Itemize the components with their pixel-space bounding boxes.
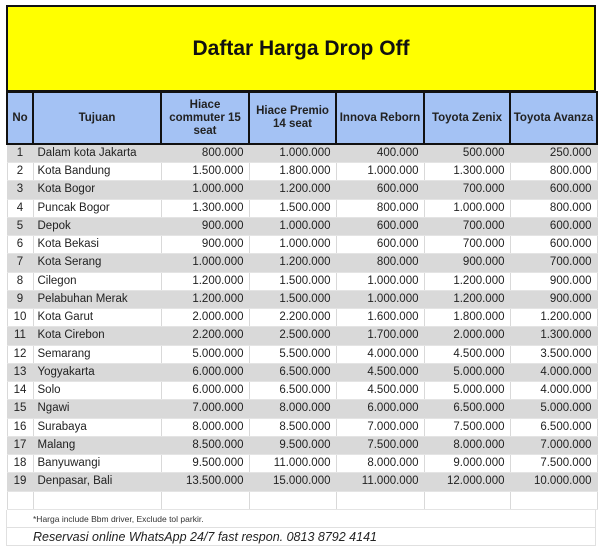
cell-zenix: 6.500.000 [424, 400, 510, 418]
blank-row [7, 491, 597, 509]
table-row [7, 473, 597, 491]
blank-cell [7, 491, 33, 509]
cell-innova: 4.500.000 [336, 363, 424, 381]
cell-tujuan: Dalam kota Jakarta [33, 144, 161, 163]
table-row [7, 163, 597, 181]
cell-no: 1 [7, 144, 33, 163]
cell-zenix: 9.000.000 [424, 455, 510, 473]
cell-zenix: 900.000 [424, 254, 510, 272]
cell-innova: 600.000 [336, 236, 424, 254]
cell-hiace-premio: 8.000.000 [249, 400, 336, 418]
cell-hiace-commuter: 1.200.000 [161, 290, 249, 308]
cell-hiace-commuter: 8.500.000 [161, 436, 249, 454]
table-row [7, 290, 597, 308]
cell-no: 15 [7, 400, 33, 418]
cell-hiace-premio: 6.500.000 [249, 382, 336, 400]
cell-tujuan: Kota Cirebon [33, 327, 161, 345]
price-table [6, 91, 598, 510]
cell-hiace-commuter: 7.000.000 [161, 400, 249, 418]
cell-hiace-premio: 2.500.000 [249, 327, 336, 345]
header-hiace-premio: Hiace Premio 14 seat [249, 92, 336, 144]
cell-tujuan: Ngawi [33, 400, 161, 418]
header-innova-reborn: Innova Reborn [336, 92, 424, 144]
cell-hiace-premio: 1.500.000 [249, 290, 336, 308]
table-body [7, 144, 597, 509]
cell-avanza: 900.000 [510, 272, 597, 290]
cell-innova: 7.500.000 [336, 436, 424, 454]
cell-innova: 7.000.000 [336, 418, 424, 436]
cell-avanza: 1.200.000 [510, 309, 597, 327]
blank-cell [510, 491, 597, 509]
header-tujuan: Tujuan [33, 92, 161, 144]
cell-avanza: 4.000.000 [510, 382, 597, 400]
cell-tujuan: Kota Bogor [33, 181, 161, 199]
cell-tujuan: Denpasar, Bali [33, 473, 161, 491]
header-row [7, 92, 597, 144]
cell-hiace-commuter: 1.000.000 [161, 254, 249, 272]
cell-tujuan: Solo [33, 382, 161, 400]
header-hiace-commuter: Hiace commuter 15 seat [161, 92, 249, 144]
cell-avanza: 900.000 [510, 290, 597, 308]
table-row [7, 327, 597, 345]
cell-innova: 6.000.000 [336, 400, 424, 418]
cell-hiace-commuter: 1.500.000 [161, 163, 249, 181]
cell-innova: 11.000.000 [336, 473, 424, 491]
cell-avanza: 600.000 [510, 181, 597, 199]
cell-innova: 1.000.000 [336, 163, 424, 181]
cell-zenix: 8.000.000 [424, 436, 510, 454]
blank-cell [424, 491, 510, 509]
cell-tujuan: Yogyakarta [33, 363, 161, 381]
cell-no: 6 [7, 236, 33, 254]
reservation-info: Reservasi online WhatsApp 24/7 fast respon. 0813 8792 4141 [6, 528, 596, 546]
cell-hiace-commuter: 800.000 [161, 144, 249, 163]
cell-zenix: 700.000 [424, 236, 510, 254]
cell-zenix: 1.200.000 [424, 272, 510, 290]
cell-no: 10 [7, 309, 33, 327]
cell-no: 18 [7, 455, 33, 473]
cell-hiace-premio: 11.000.000 [249, 455, 336, 473]
table-row [7, 181, 597, 199]
table-row [7, 382, 597, 400]
cell-tujuan: Surabaya [33, 418, 161, 436]
cell-hiace-premio: 1.000.000 [249, 144, 336, 163]
cell-avanza: 6.500.000 [510, 418, 597, 436]
cell-zenix: 2.000.000 [424, 327, 510, 345]
cell-hiace-premio: 6.500.000 [249, 363, 336, 381]
cell-tujuan: Cilegon [33, 272, 161, 290]
cell-hiace-premio: 1.800.000 [249, 163, 336, 181]
cell-hiace-premio: 15.000.000 [249, 473, 336, 491]
cell-hiace-premio: 9.500.000 [249, 436, 336, 454]
cell-avanza: 600.000 [510, 217, 597, 235]
cell-zenix: 4.500.000 [424, 345, 510, 363]
cell-avanza: 5.000.000 [510, 400, 597, 418]
table-row [7, 363, 597, 381]
cell-no: 7 [7, 254, 33, 272]
cell-innova: 400.000 [336, 144, 424, 163]
cell-zenix: 1.000.000 [424, 199, 510, 217]
cell-avanza: 250.000 [510, 144, 597, 163]
cell-hiace-commuter: 13.500.000 [161, 473, 249, 491]
cell-no: 9 [7, 290, 33, 308]
table-row [7, 345, 597, 363]
cell-tujuan: Pelabuhan Merak [33, 290, 161, 308]
cell-zenix: 700.000 [424, 181, 510, 199]
table-row [7, 199, 597, 217]
cell-innova: 600.000 [336, 181, 424, 199]
cell-hiace-commuter: 5.000.000 [161, 345, 249, 363]
cell-innova: 800.000 [336, 254, 424, 272]
cell-tujuan: Semarang [33, 345, 161, 363]
blank-cell [249, 491, 336, 509]
cell-hiace-commuter: 900.000 [161, 236, 249, 254]
cell-no: 14 [7, 382, 33, 400]
cell-zenix: 5.000.000 [424, 363, 510, 381]
cell-avanza: 1.300.000 [510, 327, 597, 345]
cell-zenix: 700.000 [424, 217, 510, 235]
table-row [7, 400, 597, 418]
cell-hiace-premio: 1.000.000 [249, 236, 336, 254]
cell-hiace-commuter: 8.000.000 [161, 418, 249, 436]
cell-no: 19 [7, 473, 33, 491]
blank-cell [33, 491, 161, 509]
blank-cell [161, 491, 249, 509]
cell-innova: 4.500.000 [336, 382, 424, 400]
cell-avanza: 3.500.000 [510, 345, 597, 363]
cell-no: 11 [7, 327, 33, 345]
cell-tujuan: Malang [33, 436, 161, 454]
table-row [7, 272, 597, 290]
cell-zenix: 1.300.000 [424, 163, 510, 181]
header-toyota-zenix: Toyota Zenix [424, 92, 510, 144]
table-row [7, 309, 597, 327]
sheet-title: Daftar Harga Drop Off [6, 5, 596, 91]
cell-no: 3 [7, 181, 33, 199]
cell-innova: 1.700.000 [336, 327, 424, 345]
price-sheet [6, 5, 596, 546]
cell-innova: 1.000.000 [336, 272, 424, 290]
cell-hiace-commuter: 6.000.000 [161, 363, 249, 381]
cell-avanza: 7.500.000 [510, 455, 597, 473]
cell-innova: 1.600.000 [336, 309, 424, 327]
cell-innova: 800.000 [336, 199, 424, 217]
cell-innova: 600.000 [336, 217, 424, 235]
price-note: *Harga include Bbm driver, Exclude tol parkir. [6, 510, 596, 528]
cell-no: 17 [7, 436, 33, 454]
cell-innova: 4.000.000 [336, 345, 424, 363]
cell-hiace-premio: 2.200.000 [249, 309, 336, 327]
table-row [7, 236, 597, 254]
cell-no: 12 [7, 345, 33, 363]
cell-avanza: 10.000.000 [510, 473, 597, 491]
cell-hiace-premio: 1.000.000 [249, 217, 336, 235]
cell-hiace-premio: 1.500.000 [249, 199, 336, 217]
cell-no: 2 [7, 163, 33, 181]
cell-hiace-commuter: 6.000.000 [161, 382, 249, 400]
cell-zenix: 5.000.000 [424, 382, 510, 400]
table-row [7, 455, 597, 473]
cell-hiace-commuter: 2.000.000 [161, 309, 249, 327]
cell-hiace-commuter: 1.300.000 [161, 199, 249, 217]
cell-hiace-premio: 1.200.000 [249, 254, 336, 272]
cell-tujuan: Puncak Bogor [33, 199, 161, 217]
cell-tujuan: Kota Garut [33, 309, 161, 327]
cell-zenix: 1.200.000 [424, 290, 510, 308]
header-toyota-avanza: Toyota Avanza [510, 92, 597, 144]
cell-tujuan: Kota Serang [33, 254, 161, 272]
cell-avanza: 800.000 [510, 199, 597, 217]
cell-innova: 8.000.000 [336, 455, 424, 473]
cell-no: 4 [7, 199, 33, 217]
cell-no: 16 [7, 418, 33, 436]
table-row [7, 254, 597, 272]
cell-zenix: 500.000 [424, 144, 510, 163]
blank-cell [336, 491, 424, 509]
cell-tujuan: Banyuwangi [33, 455, 161, 473]
cell-avanza: 7.000.000 [510, 436, 597, 454]
cell-avanza: 800.000 [510, 163, 597, 181]
cell-tujuan: Depok [33, 217, 161, 235]
table-row [7, 217, 597, 235]
cell-zenix: 12.000.000 [424, 473, 510, 491]
cell-hiace-commuter: 2.200.000 [161, 327, 249, 345]
cell-hiace-commuter: 1.000.000 [161, 181, 249, 199]
table-row [7, 418, 597, 436]
cell-hiace-commuter: 9.500.000 [161, 455, 249, 473]
cell-no: 13 [7, 363, 33, 381]
cell-no: 8 [7, 272, 33, 290]
cell-avanza: 700.000 [510, 254, 597, 272]
cell-no: 5 [7, 217, 33, 235]
cell-tujuan: Kota Bandung [33, 163, 161, 181]
cell-hiace-commuter: 900.000 [161, 217, 249, 235]
table-row [7, 144, 597, 163]
cell-hiace-premio: 1.200.000 [249, 181, 336, 199]
cell-hiace-commuter: 1.200.000 [161, 272, 249, 290]
cell-zenix: 7.500.000 [424, 418, 510, 436]
cell-avanza: 600.000 [510, 236, 597, 254]
cell-tujuan: Kota Bekasi [33, 236, 161, 254]
table-row [7, 436, 597, 454]
cell-innova: 1.000.000 [336, 290, 424, 308]
cell-hiace-premio: 8.500.000 [249, 418, 336, 436]
cell-avanza: 4.000.000 [510, 363, 597, 381]
cell-hiace-premio: 5.500.000 [249, 345, 336, 363]
header-no: No [7, 92, 33, 144]
cell-hiace-premio: 1.500.000 [249, 272, 336, 290]
cell-zenix: 1.800.000 [424, 309, 510, 327]
